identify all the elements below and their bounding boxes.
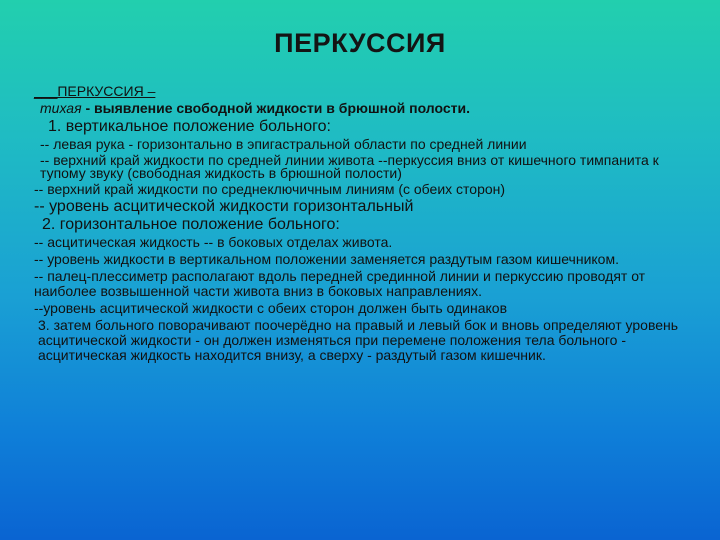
slide-title: ПЕРКУССИЯ — [274, 28, 446, 58]
heading-prefix: ___ПЕРКУССИЯ – — [34, 83, 156, 99]
step-2-item-4: --уровень асцитической жидкости с обеих сторон должен быть одинаков — [34, 300, 508, 316]
step-1-item-2: -- верхний край жидкости по средней линии живота --перкуссия вниз от кишечного тимпанита к тупому звуку (свободная жидкость в брюшной полости) — [40, 152, 659, 181]
step-2-item-1: -- асцитическая жидкость -- в боковых отделах живота. — [34, 234, 393, 250]
step-2-heading: 2. горизонтальное положение больного: — [42, 216, 340, 233]
step-3-text: 3. затем больного поворачивают поочерёдно на правый и левый бок и вновь определяют уровень асцитической жидкости - он должен изменяться при перемене положения тела больного - асцитическая жидкость находится внизу, а сверху - раздутый газом кишечник. — [38, 317, 679, 363]
definition-text — [40, 101, 704, 116]
step-1-item-1: -- левая рука - горизонтально в эпигастральной области по средней линии — [40, 136, 527, 152]
step-2-item-3: -- палец-плессиметр располагают вдоль передней срединной линии и перкуссию проводят от наиболее возвышенной части живота вниз в боковых направлениях. — [34, 268, 646, 299]
step-1-item-4: -- уровень асцитической жидкости горизонтальный — [34, 198, 414, 215]
step-1-item-3: -- верхний край жидкости по среднеключичным линиям (с обеих сторон) — [34, 181, 506, 197]
definition-italic: тихая — [40, 100, 82, 116]
definition-rest: - выявление свободной жидкости в брюшной полости. — [81, 100, 471, 116]
slide-body — [34, 84, 704, 365]
step-2-item-2: -- уровень жидкости в вертикальном положении заменяется раздутым газом кишечником. — [34, 251, 619, 267]
definition-heading — [34, 84, 704, 99]
step-1-heading: 1. вертикальное положение больного: — [48, 118, 331, 135]
